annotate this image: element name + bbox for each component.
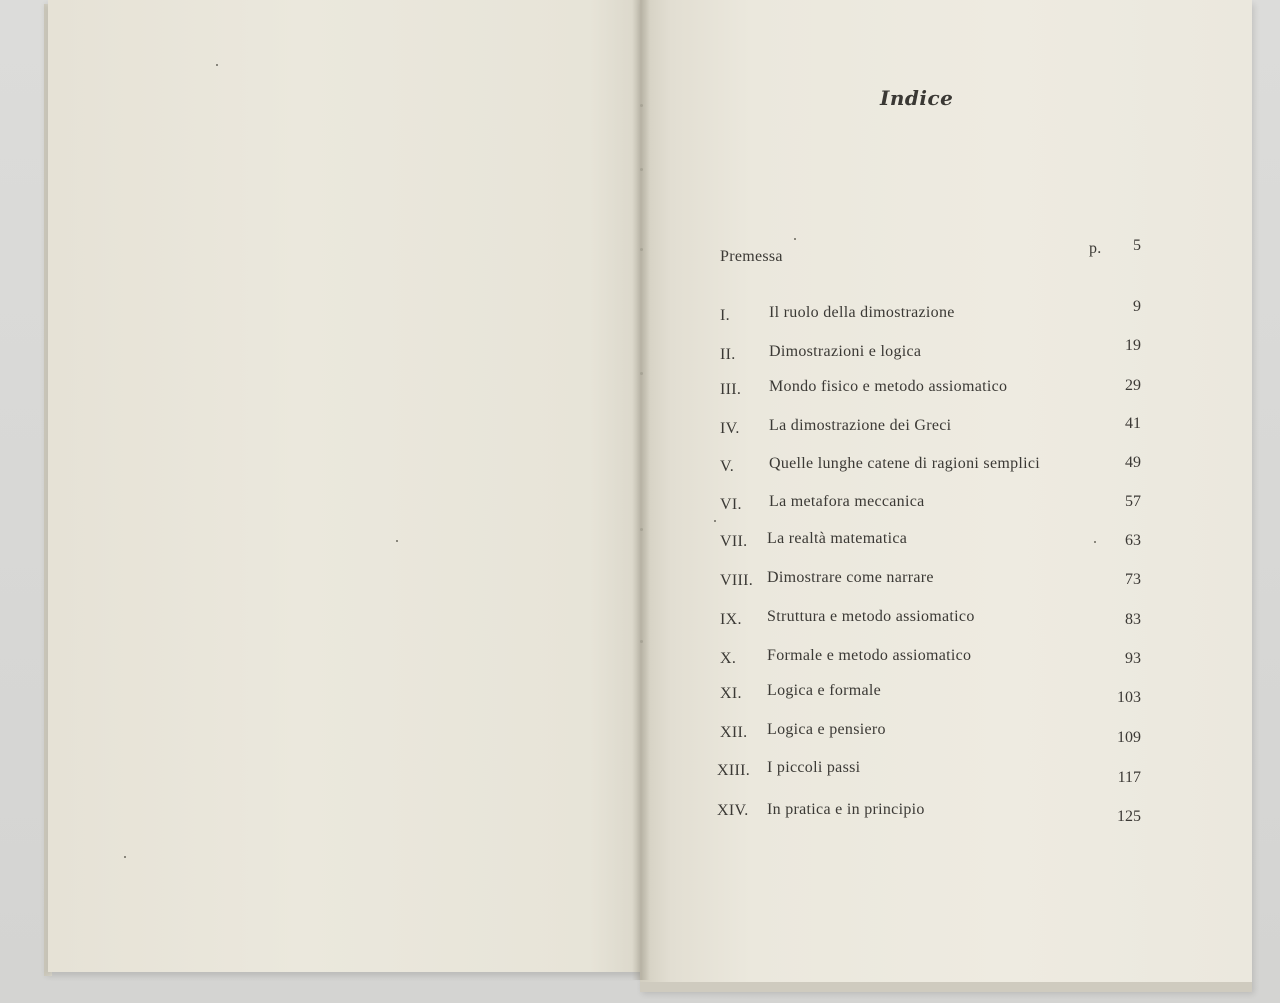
chapter-page: 109 [1117, 729, 1141, 746]
chapter-numeral: II. [720, 346, 736, 363]
chapter-page: 103 [1117, 689, 1141, 706]
chapter-title: Dimostrare come narrare [767, 569, 934, 586]
chapter-numeral: I. [720, 307, 730, 324]
chapter-page: 29 [1125, 377, 1141, 394]
chapter-title: Formale e metodo assiomatico [767, 647, 972, 664]
toc-title: Indice [880, 86, 954, 110]
chapter-page: 125 [1117, 808, 1141, 825]
chapter-page: 83 [1125, 611, 1141, 628]
chapter-numeral: XI. [720, 685, 742, 702]
chapter-page: 93 [1125, 650, 1141, 667]
chapter-title: Dimostrazioni e logica [769, 343, 922, 360]
preface-page: 5 [1133, 237, 1141, 254]
chapter-page: 57 [1125, 493, 1141, 510]
chapter-title: In pratica e in principio [767, 801, 925, 818]
chapter-title: Logica e pensiero [767, 721, 886, 738]
chapter-title: Mondo fisico e metodo assiomatico [769, 378, 1008, 395]
chapter-title: Quelle lunghe catene di ragioni semplici [769, 455, 1041, 472]
chapter-title: Il ruolo della dimostrazione [769, 304, 955, 321]
chapter-page: 41 [1125, 415, 1141, 432]
chapter-numeral: IV. [720, 420, 740, 437]
chapter-page: 19 [1125, 337, 1141, 354]
chapter-title: La realtà matematica [767, 530, 908, 547]
chapter-title: La dimostrazione dei Greci [769, 417, 952, 434]
page-prefix: p. [1089, 240, 1102, 257]
chapter-numeral: XII. [720, 724, 748, 741]
chapter-numeral: VII. [720, 533, 748, 550]
chapter-numeral: XIII. [717, 762, 751, 779]
chapter-numeral: VI. [720, 496, 742, 513]
chapter-numeral: III. [720, 381, 742, 398]
chapter-title: I piccoli passi [767, 759, 861, 776]
chapter-numeral: VIII. [720, 572, 754, 589]
chapter-title: Logica e formale [767, 682, 882, 699]
chapter-title: La metafora meccanica [769, 493, 925, 510]
chapter-page: 117 [1117, 769, 1141, 786]
chapter-numeral: IX. [720, 611, 742, 628]
chapter-numeral: XIV. [717, 802, 749, 819]
chapter-page: 9 [1133, 298, 1141, 315]
chapter-page: 63 [1125, 532, 1141, 549]
chapter-numeral: V. [720, 458, 735, 475]
chapter-page: 49 [1125, 454, 1141, 471]
chapter-page: 73 [1125, 571, 1141, 588]
preface-title: Premessa [720, 248, 783, 265]
chapter-numeral: X. [720, 650, 737, 667]
chapter-title: Struttura e metodo assiomatico [767, 608, 975, 625]
